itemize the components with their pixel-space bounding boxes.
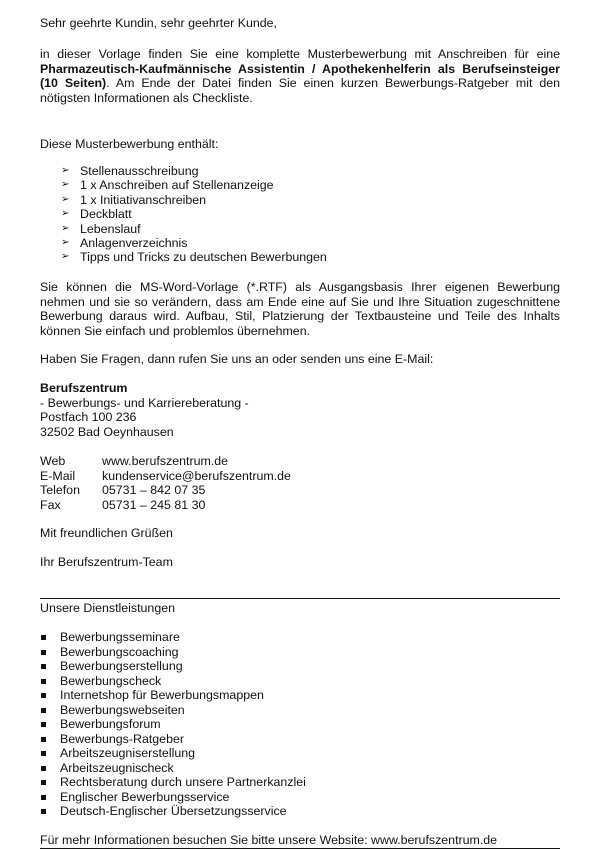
service-item-label: Bewerbungserstellung: [60, 659, 183, 673]
services-heading: Unsere Dienstleistungen: [40, 601, 175, 615]
contents-item-label: Lebenslauf: [80, 221, 141, 236]
square-bullet-icon: [41, 737, 46, 742]
contact-row: [40, 483, 205, 497]
contact-label: Fax: [40, 498, 61, 512]
service-item: [40, 645, 306, 660]
arrow-bullet-icon: ➢: [61, 251, 70, 263]
service-item-label: Bewerbungsseminare: [60, 630, 180, 644]
square-bullet-icon: [41, 722, 46, 727]
service-item-label: Arbeitszeugnischeck: [60, 760, 174, 775]
contents-heading: Diese Musterbewerbung enthält:: [40, 137, 219, 151]
arrow-bullet-icon: ➢: [61, 165, 70, 176]
contact-value: 05731 – 245 81 30: [102, 498, 206, 512]
postbox: Postfach 100 236: [40, 410, 137, 424]
service-item-label: Bewerbungscheck: [60, 673, 162, 688]
square-bullet-icon: [41, 809, 46, 814]
service-item-label: Arbeitszeugniserstellung: [60, 746, 195, 760]
template-paragraph: Sie können die MS-Word-Vorlage (*.RTF) als Ausgangsbasis Ihrer eigenen Bewerbung nehmen und sie so verändern, dass am Ende eine auf Sie und Ihre Situation zugeschnittene Bewerbung daraus wird. Aufbau, Stil, Platzierung der Textbausteine und Teile des Inhalts können Sie einfach und problemlos übernehmen.: [40, 280, 560, 338]
contact-label: Telefon: [40, 483, 80, 497]
square-bullet-icon: [41, 693, 46, 698]
footer-rule: [40, 848, 560, 849]
contents-item-label: Deckblatt: [80, 207, 132, 222]
arrow-bullet-icon: ➢: [61, 208, 70, 220]
square-bullet-icon: [41, 635, 46, 640]
square-bullet-icon: [41, 708, 46, 713]
service-item-label: Bewerbungswebseiten: [60, 702, 185, 717]
service-item: [40, 732, 306, 747]
services-top-rule: [40, 598, 560, 599]
service-item-label: Bewerbungscoaching: [60, 644, 179, 659]
square-bullet-icon: [41, 650, 46, 655]
contents-item-label: 1 x Initiativanschreiben: [80, 192, 207, 207]
service-item: [40, 659, 306, 674]
contents-item: [40, 207, 327, 221]
contents-item: [40, 250, 327, 264]
intro-text-end: . Am Ende der Datei finden Sie einen kurzen Bewerbungs-Ratgeber mit den nötigsten Informationen als Checkliste.: [40, 76, 560, 105]
square-bullet-icon: [41, 751, 46, 756]
intro-paragraph: [40, 47, 560, 105]
service-item: [40, 746, 306, 761]
service-item-label: Bewerbungs-Ratgeber: [60, 731, 184, 746]
contact-value: 05731 – 842 07 35: [102, 483, 206, 497]
arrow-bullet-icon: ➢: [61, 193, 70, 205]
contents-item-label: Tipps und Tricks zu deutschen Bewerbungen: [80, 250, 327, 265]
intro-job-title: Pharmazeutisch-Kaufmännische Assistentin / Apothekenhelferin als Berufseinsteiger (10 Seiten): [40, 61, 560, 90]
closing: Mit freundlichen Grüßen: [40, 526, 173, 540]
service-item: [40, 688, 306, 703]
service-item: [40, 761, 306, 776]
city: 32502 Bad Oeynhausen: [40, 425, 174, 439]
contents-item: [40, 178, 327, 192]
questions-text: Haben Sie Fragen, dann rufen Sie uns an oder senden uns eine E-Mail:: [40, 352, 434, 366]
service-item: [40, 717, 306, 732]
service-item: [40, 804, 306, 819]
footer-text: Für mehr Informationen besuchen Sie bitte unsere Website: www.berufszentrum.de: [40, 833, 498, 847]
intro-text-start: in dieser Vorlage finden Sie eine komplette Musterbewerbung mit Anschreiben für eine: [40, 47, 560, 61]
contact-row: [40, 454, 228, 468]
contents-item: [40, 236, 327, 250]
greeting: Sehr geehrte Kundin, sehr geehrter Kunde,: [40, 16, 277, 30]
contents-item: [40, 164, 327, 178]
services-list: [40, 630, 306, 819]
contents-item-label: 1 x Anschreiben auf Stellenanzeige: [80, 178, 274, 193]
service-item: [40, 775, 306, 790]
contents-item: [40, 222, 327, 236]
company-name: Berufszentrum: [40, 381, 128, 395]
contact-row: [40, 469, 291, 483]
square-bullet-icon: [41, 766, 46, 771]
contact-value: kundenservice@berufszentrum.de: [102, 469, 291, 483]
square-bullet-icon: [41, 664, 46, 669]
service-item: [40, 674, 306, 689]
service-item-label: Englischer Bewerbungsservice: [60, 789, 230, 804]
service-item-label: Deutsch-Englischer Übersetzungsservice: [60, 804, 287, 818]
service-item-label: Bewerbungsforum: [60, 717, 161, 731]
contact-label: Web: [40, 454, 66, 468]
service-item-label: Rechtsberatung durch unsere Partnerkanzlei: [60, 775, 306, 789]
square-bullet-icon: [41, 679, 46, 684]
arrow-bullet-icon: ➢: [61, 222, 70, 234]
contact-value: www.berufszentrum.de: [102, 454, 229, 468]
arrow-bullet-icon: ➢: [61, 179, 70, 191]
square-bullet-icon: [41, 780, 46, 785]
contents-item-label: Anlagenverzeichnis: [80, 235, 188, 250]
contents-item: [40, 193, 327, 207]
contact-label: E-Mail: [40, 469, 76, 483]
contact-row: [40, 498, 205, 512]
service-item: [40, 790, 306, 805]
contents-item-label: Stellenausschreibung: [80, 164, 199, 178]
service-item: [40, 630, 306, 645]
arrow-bullet-icon: ➢: [61, 236, 70, 248]
square-bullet-icon: [41, 795, 46, 800]
signature: Ihr Berufszentrum-Team: [40, 555, 173, 569]
contents-list: [40, 164, 327, 265]
company-tagline: - Bewerbungs- und Karriereberatung -: [40, 396, 249, 410]
service-item: [40, 703, 306, 718]
service-item-label: Internetshop für Bewerbungsmappen: [60, 688, 264, 702]
